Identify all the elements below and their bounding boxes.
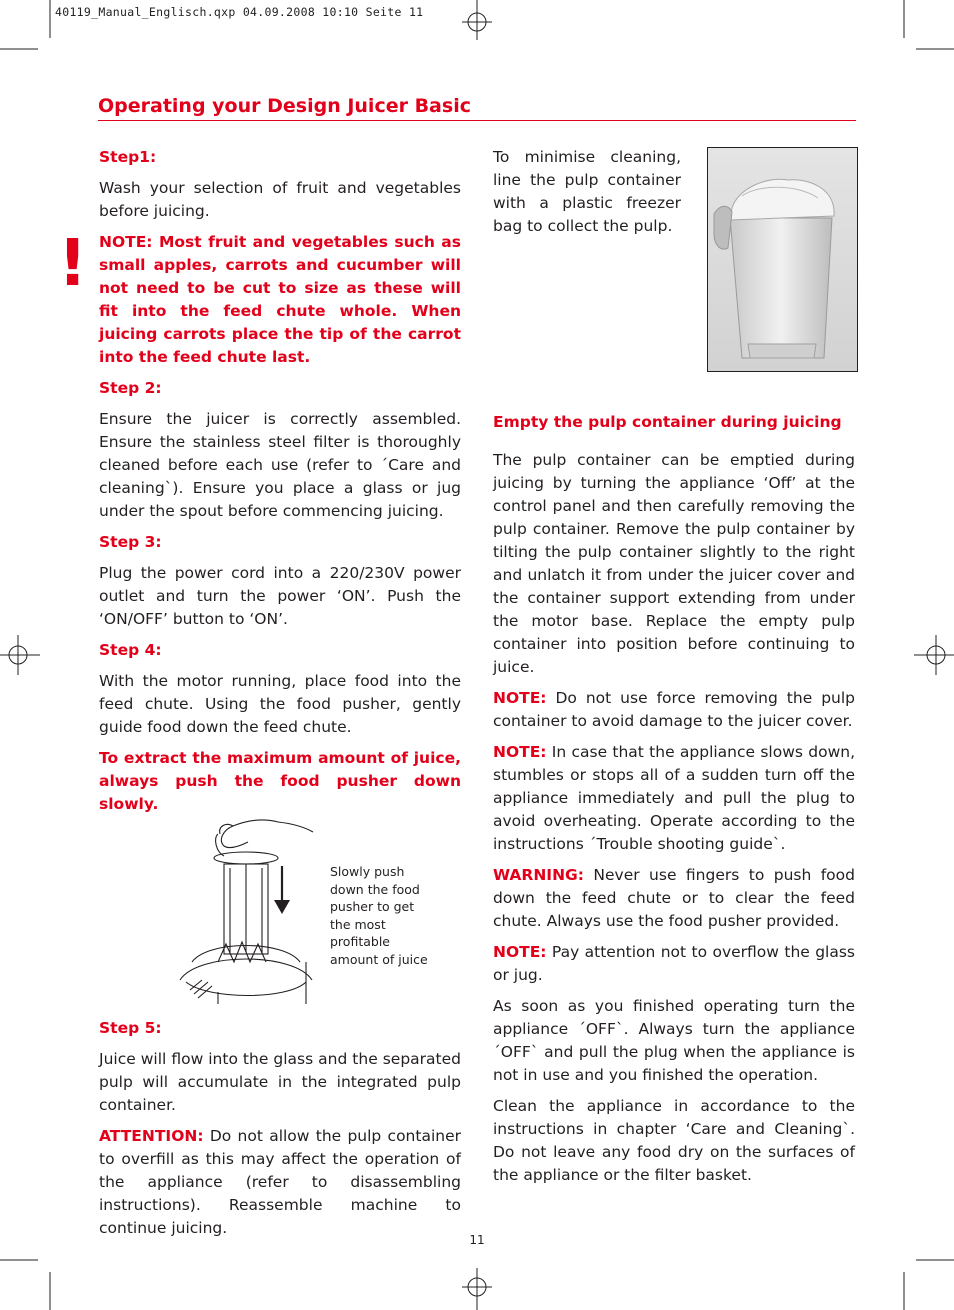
note-overflow-label: NOTE: [493, 943, 547, 961]
left-column [99, 146, 461, 824]
turn-off-paragraph: As soon as you finished operating turn the appliance ´OFF`. Always turn the appliance ´OFF` and pull the plug when the appliance is not in use and you finished the operation. [493, 997, 855, 1084]
step2-heading: Step 2: [99, 379, 162, 397]
warning-paragraph [493, 864, 855, 933]
note-slowdown-paragraph [493, 741, 855, 856]
note-slowdown-label: NOTE: [493, 743, 547, 761]
registration-mark-left [0, 635, 40, 675]
registration-mark-right [914, 635, 954, 675]
note-cut-size: NOTE: Most fruit and vegetables such as small apples, carrots and cucumber will not need to be cut to size as these will fit into the feed chute whole. When juicing carrots place the tip of the carrot into the feed chute last. [99, 233, 461, 366]
attention-paragraph [99, 1125, 461, 1240]
illustration-caption: Slowly push down the food pusher to get the most profitable amount of juice [330, 864, 428, 967]
step4-heading: Step 4: [99, 641, 162, 659]
step3-text: Plug the power cord into a 220/230V power outlet and turn the power ‘ON’. Push the ‘ON/OFF’ button to ‘ON’. [99, 564, 461, 628]
note-force-paragraph [493, 687, 855, 733]
exclamation-icon: ! [58, 227, 88, 301]
note-overflow-text: Pay attention not to overflow the glass or jug. [493, 943, 855, 984]
left-column-lower [99, 1017, 461, 1248]
cleaning-paragraph: Clean the appliance in accordance to the instructions in chapter ‘Care and Cleaning`. Do not leave any food dry on the surfaces of the appliance or the filter basket. [493, 1097, 855, 1184]
step1-text: Wash your selection of fruit and vegetables before juicing. [99, 179, 461, 220]
attention-text: Do not allow the pulp container to overfill as this may affect the operation of the appliance (refer to disassembling instructions). Reassemble machine to continue juicing. [99, 1127, 461, 1237]
warning-text: Never use fingers to push food down the feed chute or to clear the feed chute. Always use the food pusher provided. [493, 866, 855, 930]
tip-push-slowly: To extract the maximum amount of juice, always push the food pusher down slowly. [99, 749, 461, 813]
page-number: 11 [469, 1233, 485, 1247]
right-column [493, 411, 855, 1195]
step5-text: Juice will flow into the glass and the separated pulp will accumulate in the integrated pulp container. [99, 1050, 461, 1114]
registration-mark-bottom [462, 1268, 492, 1310]
warning-label: WARNING: [493, 866, 584, 884]
note-force-label: NOTE: [493, 689, 547, 707]
note-force-text: Do not use force removing the pulp container to avoid damage to the juicer cover. [493, 689, 855, 730]
down-arrow-icon [274, 866, 290, 914]
step1-heading: Step1: [99, 148, 157, 166]
file-header: 40119_Manual_Englisch.qxp 04.09.2008 10:10 Seite 11 [55, 5, 424, 19]
step2-text: Ensure the juicer is correctly assembled. Ensure the stainless steel filter is thoroughly cleaned before each use (refer to ´Care and cleaning`). Ensure you place a glass or jug under the spout before commencing juicing. [99, 410, 461, 520]
registration-mark-top [462, 0, 492, 40]
page-title: Operating your Design Juicer Basic [98, 95, 471, 117]
note-overflow-paragraph [493, 941, 855, 987]
attention-label: ATTENTION: [99, 1127, 204, 1145]
section-heading-empty-pulp: Empty the pulp container during juicing [493, 413, 842, 431]
note-slowdown-text: In case that the appliance slows down, stumbles or stops all of a sudden turn off the appliance immediately and pull the plug to avoid overheating. Operate according to the instructions ´Trouble shooting guide`. [493, 743, 855, 853]
pulp-container-drawing [708, 148, 857, 371]
step4-text: With the motor running, place food into the feed chute. Using the food pusher, gently guide food down the feed chute. [99, 672, 461, 736]
title-rule [98, 120, 856, 121]
step3-heading: Step 3: [99, 533, 162, 551]
intro-paragraph: To minimise cleaning, line the pulp container with a plastic freezer bag to collect the pulp. [493, 148, 681, 235]
step5-heading: Step 5: [99, 1019, 162, 1037]
juicer-pusher-illustration [178, 812, 318, 1004]
pulp-container-photo [707, 147, 858, 372]
empty-pulp-text: The pulp container can be emptied during juicing by turning the appliance ‘Off’ at the control panel and then carefully removing the pulp container. Remove the pulp container by tilting the pulp container slightly to the right and unlatch it from under the juicer cover and the container support extending from under the motor base. Replace the empty pulp container into position before continuing to juice. [493, 451, 855, 676]
